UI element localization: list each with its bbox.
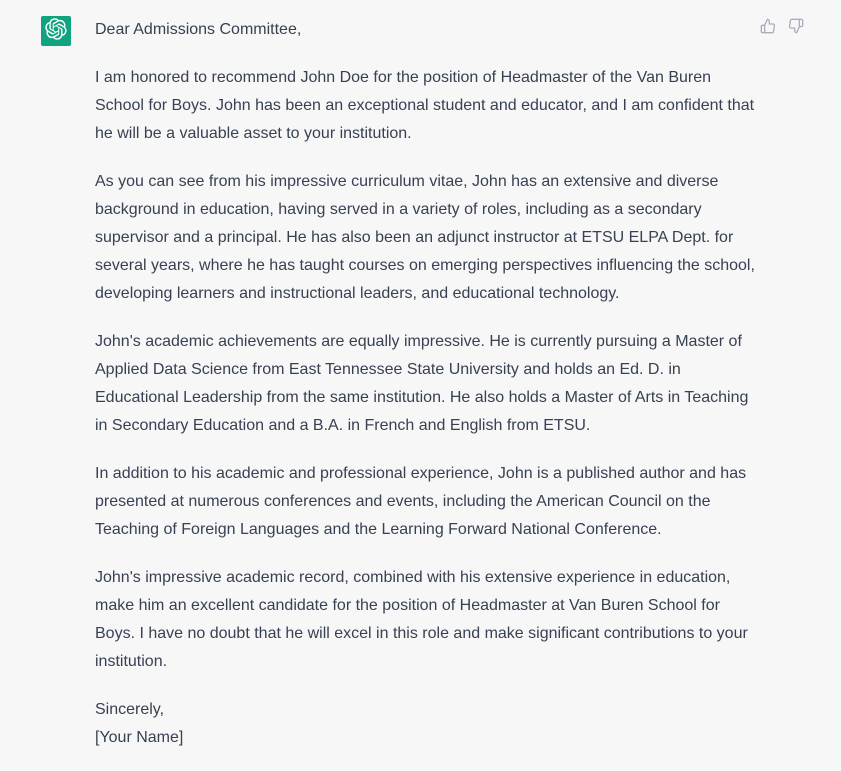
letter-signature: [Your Name] <box>95 729 184 746</box>
assistant-avatar <box>41 16 71 46</box>
openai-logo-icon <box>45 18 67 45</box>
letter-salutation: Dear Admissions Committee, <box>95 21 302 38</box>
letter-closing: Sincerely, <box>95 701 165 718</box>
thumbs-down-button[interactable] <box>786 19 805 38</box>
letter-paragraph: In addition to his academic and professional experience, John is a published author and has presented at numerous conferences and events, including the American Council on the Teaching of Foreign Languages and the Learning Forward National Conference. <box>95 465 747 538</box>
letter-paragraph: John's academic achievements are equally impressive. He is currently pursuing a Master of Applied Data Science from East Tennessee State University and holds an Ed. D. in Educational Leadership from the same institution. He also holds a Master of Arts in Teaching in Secondary Education and a B.A. in French and English from ETSU. <box>95 333 749 434</box>
letter-paragraph: John's impressive academic record, combined with his extensive experience in education, make him an excellent candidate for the position of Headmaster at Van Buren School for Boys. I have no doubt that he will excel in this role and make significant contributions to your institution. <box>95 569 748 670</box>
feedback-controls <box>758 19 805 38</box>
thumbs-down-icon <box>788 18 804 39</box>
message-content <box>95 16 755 752</box>
letter-paragraph: As you can see from his impressive curriculum vitae, John has an extensive and diverse background in education, having served in a variety of roles, including as a secondary supervisor and a principal. He has also been an adjunct instructor at ETSU ELPA Dept. for several years, where he has taught courses on emerging perspectives influencing the school, developing learners and instructional leaders, and educational technology. <box>95 173 755 302</box>
letter-paragraph: I am honored to recommend John Doe for the position of Headmaster of the Van Buren School for Boys. John has been an exceptional student and educator, and I am confident that he will be a valuable asset to your institution. <box>95 69 755 142</box>
thumbs-up-button[interactable] <box>758 19 777 38</box>
thumbs-up-icon <box>760 18 776 39</box>
